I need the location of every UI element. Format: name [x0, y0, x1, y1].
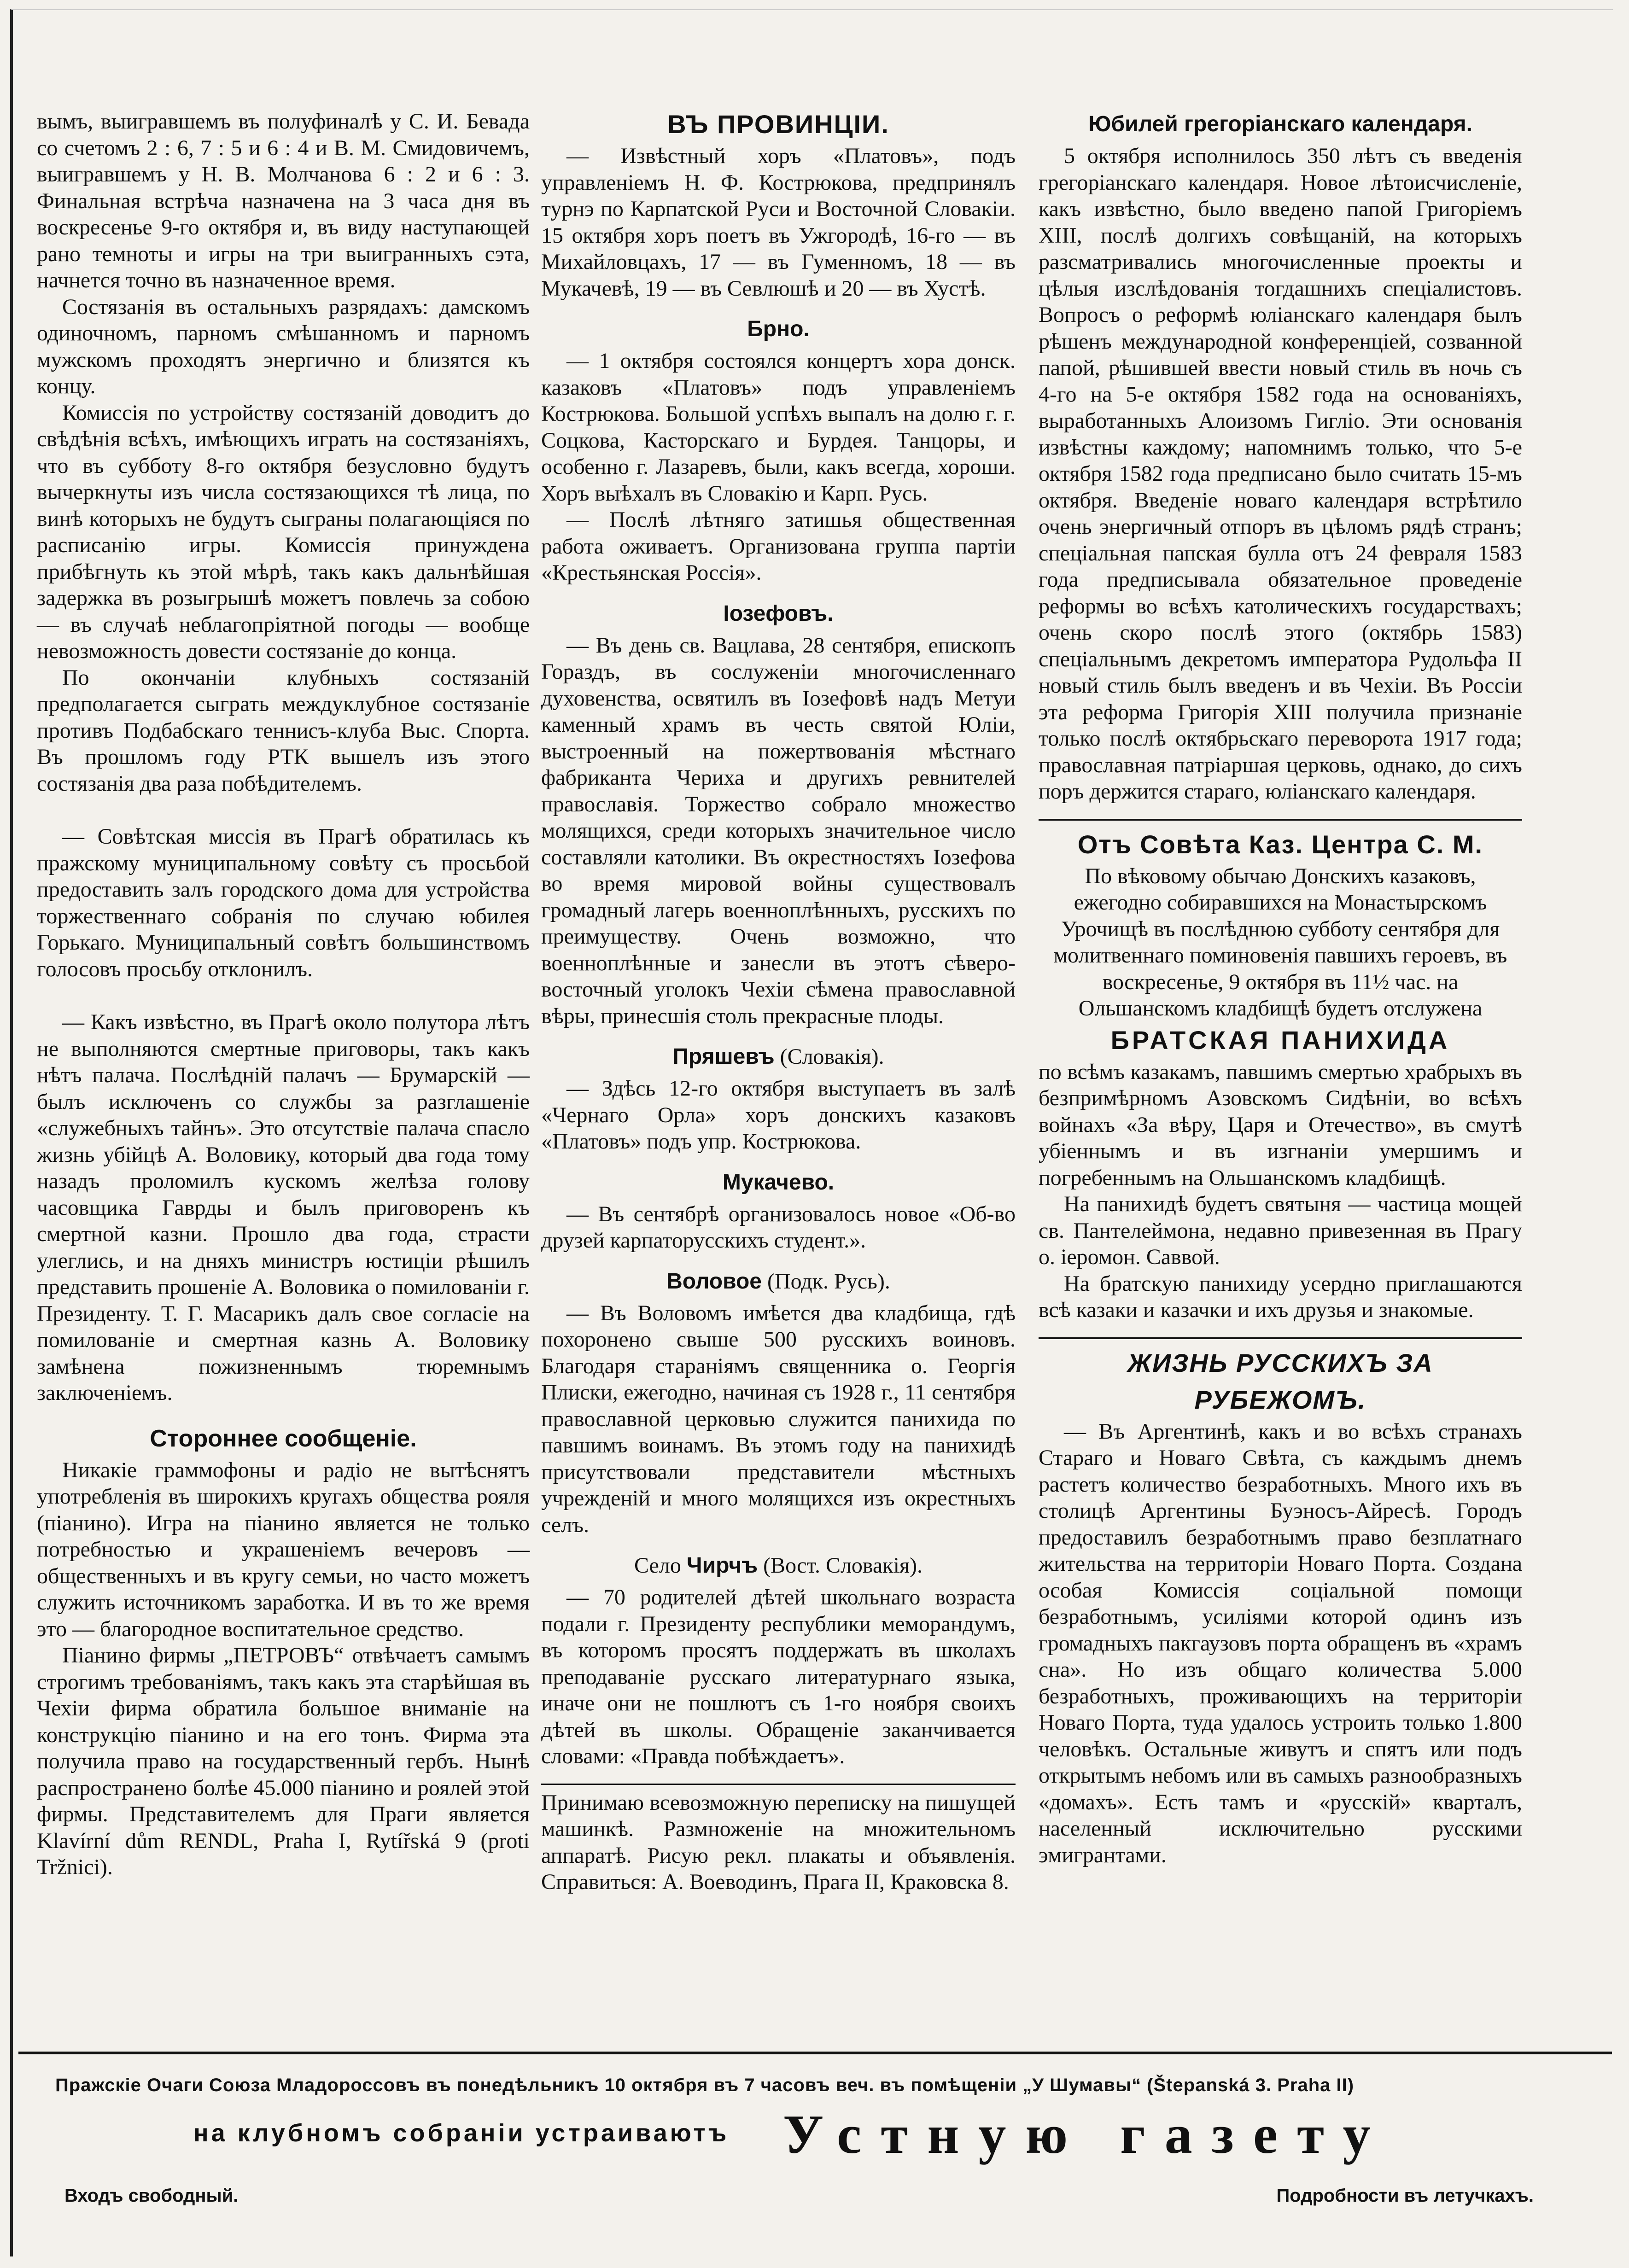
piano-paragraph-1: Никакіе граммофоны и радіо не вытѣснятъ употребленія въ широкихъ кругахъ общества рояля (піанино). Игра на піанино является не только потребностью и украшеніемъ вечеровъ — общественныхъ и въ кругу семьи, но часто можетъ служить источникомъ заработка. И въ то же время это — благородное воспитательное средство.: [37, 1458, 530, 1641]
column-right: [1039, 108, 1522, 1868]
cossack-council-heading: Отъ Совѣта Каз. Центра С. М.: [1077, 829, 1483, 859]
section-divider: [1039, 819, 1522, 821]
mukachevo-paragraph: — Въ сентябрѣ организовалось новое «Об-во друзей карпаторусскихъ студент.».: [541, 1201, 1016, 1253]
brno-party-paragraph: — Послѣ лѣтняго затишья общественная работа оживаетъ. Организована группа партіи «Крестьянская Россія».: [541, 507, 1016, 585]
tennis-paragraph-3: Комиссія по устройству состязаній доводитъ до свѣдѣнія всѣхъ, имѣющихъ играть на состязаніяхъ, что въ субботу 8-го октября безусловно будутъ вычеркнуты изъ числа состязающихся тѣ лица, по винѣ которыхъ не будутъ сыграны полагающіяся по расписанію игры. Комиссія принуждена прибѣгнуть къ этой мѣрѣ, такъ какъ дальнѣйшая задержка въ розыгрышѣ можетъ повлечь за собою — въ случаѣ неблагопріятной погоды — вообще невозможность довести состязаніе до конца.: [37, 400, 530, 663]
argentina-paragraph: — Въ Аргентинѣ, какъ и во всѣхъ странахъ Стараго и Новаго Свѣта, съ каждымъ днемъ растетъ количество безработныхъ. Много ихъ въ столицѣ Аргентины Буэносъ-Айресѣ. Городъ предоставилъ безработнымъ право безплатнаго жительства на территоріи Новаго Порта. Создана особая Комиссія соціальной помощи безработнымъ, усиліями которой одинъ изъ громадныхъ пакгаузовъ порта обращенъ въ «храмъ сна». Но изъ общаго количества 5.000 безработныхъ, проживающихъ на территоріи Новаго Порта, туда удалось устроить только 1.800 человѣкъ. Остальные живутъ и спятъ или подъ открытымъ небомъ или въ самыхъ разнообразныхъ «домахъ». Есть тамъ и «русскій» кварталъ, населенный исключительно русскими эмигрантами.: [1039, 1419, 1522, 1867]
chirch-heading-name: Чирчъ: [686, 1553, 758, 1578]
platov-tour-paragraph: — Извѣстный хоръ «Платовъ», подъ управленіемъ Н. Ф. Кострюкова, предпринялъ турнэ по Карпатской Руси и Восточной Словакіи. 15 октября хоръ поетъ въ Ужгородѣ, 16-го — въ Михайловцахъ, 17 — въ Гуменномъ, 18 — въ Мукачевѣ, 19 — въ Севлюшѣ и 20 — въ Хустѣ.: [541, 144, 1016, 301]
iozefov-paragraph: — Въ день св. Вацлава, 28 сентября, епископъ Гораздъ, въ сослуженіи многочисленнаго духовенства, освятилъ въ Іозефовѣ надъ Метуи каменный храмъ въ честь святой Юліи, выстроенный на пожертвованія мѣстнаго фабриканта Чериха и другихъ ревнителей православія. Торжество собрало множество молящихся, среди которыхъ значительное число составляли католики. Въ окрестностяхъ Іозефова во время мировой войны существовалъ громадный лагерь военноплѣнныхъ, русскихъ по преимуществу. Очень возможно, что военноплѣнные и занесли въ этотъ сѣверо-восточный уголокъ Чехіи сѣмена православной вѣры, принесшія столь прекрасные плоды.: [541, 633, 1016, 1028]
announcement-line-1: Пражскіе Очаги Союза Младороссовъ въ понедѣльникъ 10 октября въ 7 часовъ веч. въ помѣщеніи „У Шумавы“ (Štepanská 3. Praha II): [55, 2075, 1355, 2095]
details-text: Подробности въ летучкахъ.: [1276, 2186, 1534, 2206]
section-divider-2: [1039, 1337, 1522, 1339]
tennis-paragraph-4: По окончаніи клубныхъ состязаній предполагается сыграть междуклубное состязаніе противъ Подбабскаго теннисъ-клуба Выс. Спорта. Въ прошломъ году РТК вышелъ изъ этого состязанія два раза побѣдителемъ.: [37, 665, 530, 796]
column-middle: [541, 108, 1016, 1895]
piano-paragraph-2: Піанино фирмы „ПЕТРОВЪ“ отвѣчаетъ самымъ строгимъ требованіямъ, такъ какъ эта старѣйшая въ Чехіи фирма обратила большое вниманіе на конструкцію піанино и на его тонъ. Фирма эта получила право на государственный гербъ. Нынѣ распространено болѣе 45.000 піанино и роялей этой фирмы. Представителемъ для Праги является Klavírní dům RENDL, Praha I, Rytířská 9 (proti Tržnici).: [37, 1643, 530, 1879]
outside-message-heading: Стороннее сообщеніе.: [150, 1425, 417, 1452]
chirch-heading-region: (Вост. Словакія).: [758, 1553, 923, 1578]
volovoe-paragraph: — Въ Воловомъ имѣется два кладбища, гдѣ похоронено свыше 500 русскихъ воиновъ. Благодаря стараніямъ священника о. Георгія Плиски, ежегодно, начиная съ 1928 г., 11 сентября православной церковью служится панихида по павшимъ воинамъ. Въ этомъ году на панихидѣ присутствовали представители мѣстныхъ учрежденій и много молящихся изъ окрестныхъ селъ.: [541, 1300, 1016, 1537]
tennis-paragraph-1: вымъ, выигравшемъ въ полуфиналѣ у С. И. Бевада со счетомъ 2 : 6, 7 : 5 и 6 : 4 и В. М. Смидовичемъ, выигравшемъ у Н. В. Молчанова 6 : 2 и 6 : 3. Финальная встрѣча назначена на 3 часа дня въ воскресенье 9-го октября и, въ виду наступающей рано темноты и игры на три выигранныхъ сэта, начнется точно въ назначенное время.: [37, 109, 530, 292]
free-entry-text: Входъ свободный.: [64, 2186, 239, 2206]
typing-service-notice: [541, 1784, 1016, 1895]
typing-service-text: Принимаю всевозможную переписку на пишущей машинкѣ. Размноженіе на множительномъ аппаратѣ. Рисую рекл. плакаты и объявленія. Справиться: А. Воеводинъ, Прага II, Краковска 8.: [541, 1790, 1016, 1894]
preshov-heading-name: Пряшевъ: [672, 1044, 775, 1069]
cossack-council-paragraph: По вѣковому обычаю Донскихъ казаковъ, ежегодно собиравшихся на Монастырскомъ Урочищѣ въ послѣднюю субботу сентября для молитвеннаго поминовенія павшихъ героевъ, въ воскресенье, 9 октября въ 11½ час. на Ольшанскомъ кладбищѣ будетъ отслужена: [1053, 863, 1507, 1020]
column-left: [37, 108, 530, 1881]
provinces-heading: ВЪ ПРОВИНЦІИ.: [667, 110, 889, 139]
russians-abroad-heading: ЖИЗНЬ РУССКИХЪ ЗА РУБЕЖОМЪ.: [1127, 1348, 1433, 1414]
gregorian-jubilee-heading: Юбилей грегоріанскаго календаря.: [1088, 112, 1472, 136]
brno-concert-paragraph: — 1 октября состоялся концертъ хора донск. казаковъ «Платовъ» подъ управленіемъ Кострюкова. Большой успѣхъ выпалъ на долю г. г. Соцкова, Касторскаго и Бурдея. Танцоры, и особенно г. Лазаревъ, были, какъ всегда, хороши. Хоръ выѣхалъ въ Словакію и Карп. Русь.: [541, 349, 1016, 506]
mukachevo-heading: Мукачево.: [722, 1170, 835, 1195]
volovoe-heading: [541, 1263, 1016, 1300]
volovoe-heading-region: (Подк. Русь).: [761, 1269, 890, 1294]
soviet-mission-paragraph: — Совѣтская миссія въ Прагѣ обратилась къ пражскому муниципальному совѣту съ просьбой предоставить залъ городского дома для устройства торжественнаго собранія по случаю юбилея Горькаго. Муниципальный совѣтъ большинствомъ голосовъ просьбу отклонилъ.: [37, 824, 530, 981]
iozefov-heading: Іозефовъ.: [723, 601, 834, 626]
preshov-paragraph: — Здѣсь 12-го октября выступаетъ въ залѣ «Чернаго Орла» хоръ донскихъ казаковъ «Платовъ» подъ упр. Кострюкова.: [541, 1076, 1016, 1154]
chirch-heading-prefix: Село: [634, 1553, 687, 1578]
gregorian-paragraph: 5 октября исполнилось 350 лѣтъ съ введенія грегоріанскаго календаря. Новое лѣтоисчисленіе, какъ извѣстно, было введено папой Григоріемъ XIII, послѣ долгихъ совѣщаній, на которыхъ разсматривались многочисленные проекты и цѣлыя изслѣдованія тогдашнихъ спеціалистовъ. Вопросъ о реформѣ юліанскаго календаря былъ рѣшенъ международной конференціей, созванной папой, рѣшившей ввести новый стиль въ ночь съ 4-го на 5-е октября 1582 года на основаніяхъ, выработанныхъ Алоизомъ Гигліо. Эти основанія извѣстны каждому; напомнимъ только, что 5-е октября 1582 года предписано было считать 15-мъ октября. Введеніе новаго календаря встрѣтило очень энергичный отпоръ въ цѣломъ рядѣ странъ; спеціальная папская булла отъ 24 февраля 1583 года предписывала обязательное проведеніе реформы во всѣхъ католическихъ государствахъ; очень скоро послѣ этого (октябрь 1583) спеціальнымъ декретомъ императора Рудольфа II новый стиль былъ введенъ и въ Чехіи. Въ Россіи эта реформа Григорія XIII получила признаніе только послѣ октябрьскаго переворота 1917 года; православная патріаршая церковь, однако, до сихъ поръ держится стараго, юліанскаго календаря.: [1039, 144, 1522, 804]
volovoe-heading-name: Воловое: [666, 1269, 762, 1294]
panikhida-heading: БРАТСКАЯ ПАНИХИДА: [1110, 1025, 1450, 1055]
announcement-line-2: на клубномъ собраніи устраиваютъ: [193, 2119, 730, 2147]
panikhida-paragraph-3: На братскую панихиду усердно приглашаются всѣ казаки и казачки и ихъ друзья и знакомые.: [1039, 1271, 1522, 1322]
mladorossy-announcement: [18, 2052, 1612, 2245]
chirch-heading: [541, 1547, 1016, 1584]
preshov-heading-region: (Словакія).: [774, 1044, 884, 1069]
brno-heading: Брно.: [747, 317, 810, 341]
executioner-paragraph: — Какъ извѣстно, въ Прагѣ около полутора лѣтъ не выполняются смертные приговоры, такъ какъ нѣтъ палача. Послѣдній палачъ — Брумарскій — былъ исключенъ со службы за разглашеніе «служебныхъ тайнъ». Это отсутствіе палача спасло жизнь убійцѣ А. Воловику, который два года тому назадъ проломилъ кускомъ желѣза голову часовщика Гаврды и былъ приговоренъ къ смертной казни. Прошло два года, страсти улеглись, и на дняхъ министръ юстиціи рѣшилъ представить прошеніе А. Воловика о помилованіи г. Президенту. Т. Г. Масарикъ далъ свое согласіе на помилованіе и смертная казнь А. Воловику замѣнена пожизненнымъ тюремнымъ заключеніемъ.: [37, 1010, 530, 1405]
chirch-paragraph: — 70 родителей дѣтей школьнаго возраста подали г. Президенту республики меморандумъ, въ которомъ просятъ поддержать въ школахъ преподаваніе русскаго литературнаго языка, иначе они не пошлютъ съ 1-го ноября своихъ дѣтей въ школы. Обращеніе заканчивается словами: «Правда побѣждаетъ».: [541, 1585, 1016, 1768]
panikhida-paragraph-1: по всѣмъ казакамъ, павшимъ смертью храбрыхъ въ безпримѣрномъ Азовскомъ Сидѣніи, во всѣхъ войнахъ «За вѣру, Царя и Отечество», въ смутѣ убіеннымъ и въ изгнаніи умершимъ и погребеннымъ на Ольшанскомъ кладбищѣ.: [1039, 1059, 1522, 1190]
tennis-paragraph-2: Состязанія въ остальныхъ разрядахъ: дамскомъ одиночномъ, парномъ смѣшанномъ и парномъ мужскомъ проходятъ энергично и близятся къ концу.: [37, 294, 530, 398]
preshov-heading: [541, 1038, 1016, 1075]
oral-newspaper-title: Устную газету: [783, 2104, 1390, 2165]
panikhida-paragraph-2: На панихидѣ будетъ святыня — частица мощей св. Пантелеймона, недавно привезенная въ Прагу о. іеромон. Саввой.: [1039, 1192, 1522, 1269]
